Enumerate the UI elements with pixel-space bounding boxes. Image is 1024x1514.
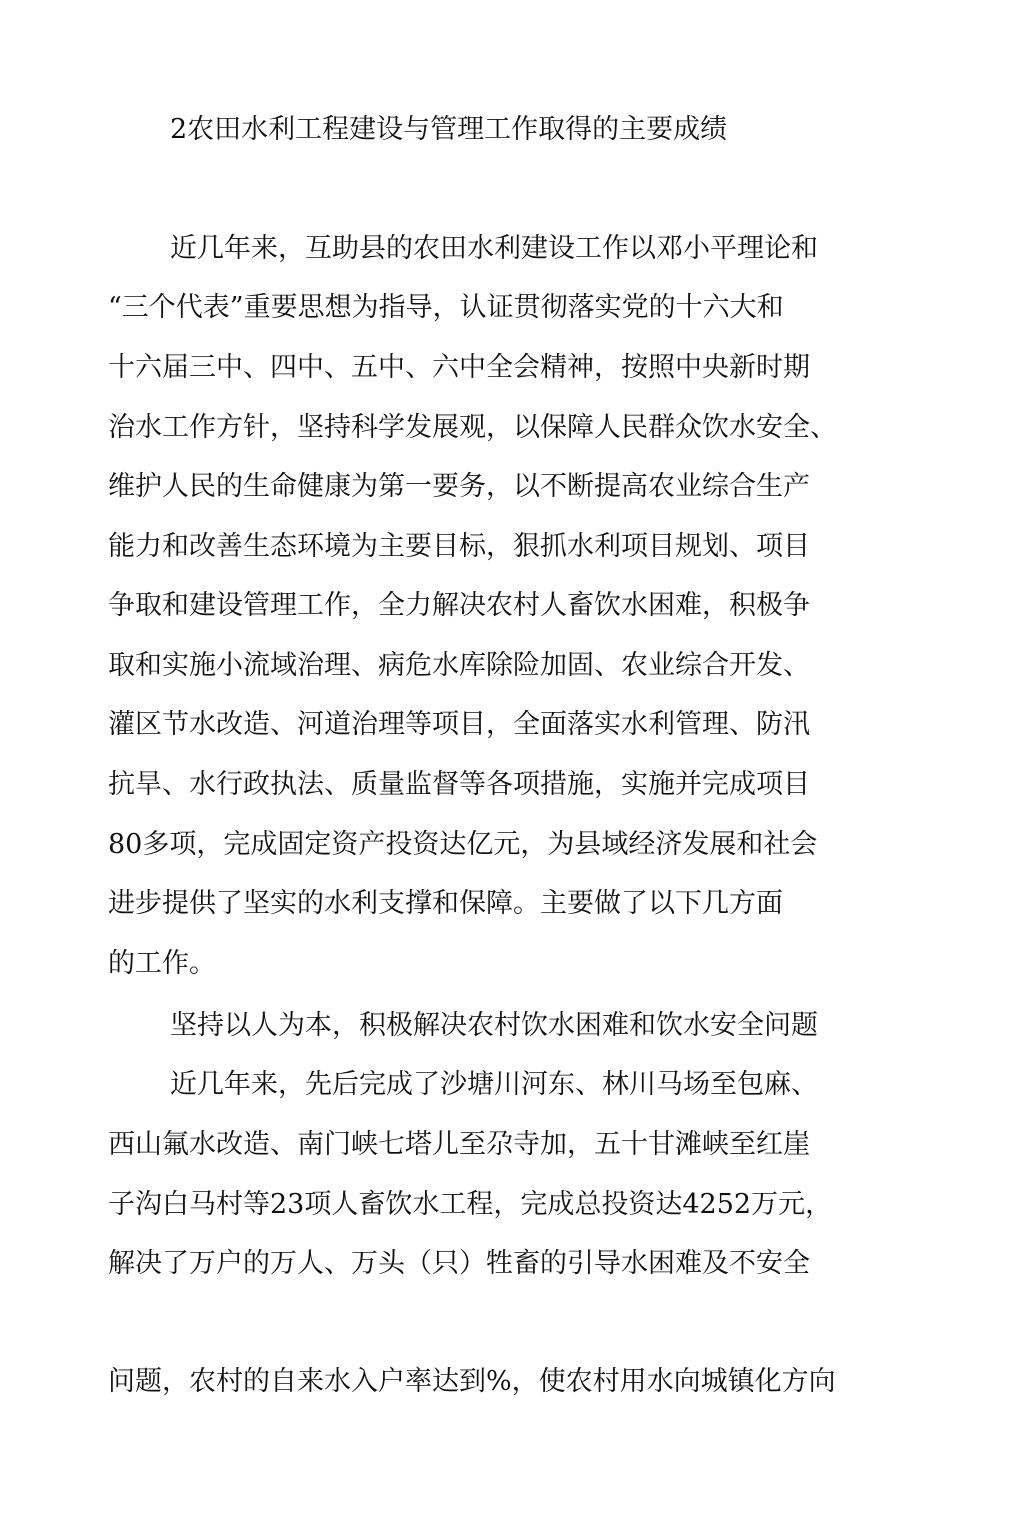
paragraph-line: 的工作。 — [108, 948, 216, 979]
paragraph-line: 进步提供了坚实的水利支撑和保障。主要做了以下几方面 — [108, 888, 783, 919]
paragraph-line: 治水工作方针，坚持科学发展观，以保障人民群众饮水安全、 — [108, 412, 837, 443]
paragraph-line: 问题，农村的自来水入户率达到%，使农村用水向城镇化方向 — [108, 1366, 836, 1397]
paragraph-line: 西山氟水改造、南门峡七塔儿至尕寺加，五十甘滩峡至红崖 — [108, 1129, 810, 1160]
paragraph-line: 十六届三中、四中、五中、六中全会精神，按照中央新时期 — [108, 352, 810, 383]
paragraph-line: 抗旱、水行政执法、质量监督等各项措施，实施并完成项目 — [108, 769, 810, 800]
paragraph-line: 维护人民的生命健康为第一要务，以不断提高农业综合生产 — [108, 471, 810, 502]
paragraph-line: 能力和改善生态环境为主要目标，狠抓水利项目规划、项目 — [108, 531, 810, 562]
paragraph-line: 近几年来，互助县的农田水利建设工作以邓小平理论和 — [170, 233, 818, 264]
paragraph-line: 取和实施小流域治理、病危水库除险加固、农业综合开发、 — [108, 650, 810, 681]
paragraph-line: “三个代表”重要思想为指导，认证贯彻落实党的十六大和 — [108, 292, 784, 323]
paragraph-line: 子沟白马村等23项人畜饮水工程，完成总投资达4252万元， — [108, 1189, 833, 1220]
paragraph-line: 近几年来，先后完成了沙塘川河东、林川马场至包麻、 — [170, 1069, 818, 1100]
paragraph-line: 灌区节水改造、河道治理等项目，全面落实水利管理、防汛 — [108, 709, 810, 740]
paragraph-line: 争取和建设管理工作，全力解决农村人畜饮水困难，积极争 — [108, 590, 810, 621]
section-heading: 2农田水利工程建设与管理工作取得的主要成绩 — [170, 114, 728, 145]
paragraph-line: 80多项，完成固定资产投资达亿元，为县域经济发展和社会 — [108, 829, 818, 860]
paragraph-line: 解决了万户的万人、万头（只）牲畜的引导水困难及不安全 — [108, 1248, 810, 1279]
subheading: 坚持以人为本，积极解决农村饮水困难和饮水安全问题 — [170, 1010, 818, 1041]
